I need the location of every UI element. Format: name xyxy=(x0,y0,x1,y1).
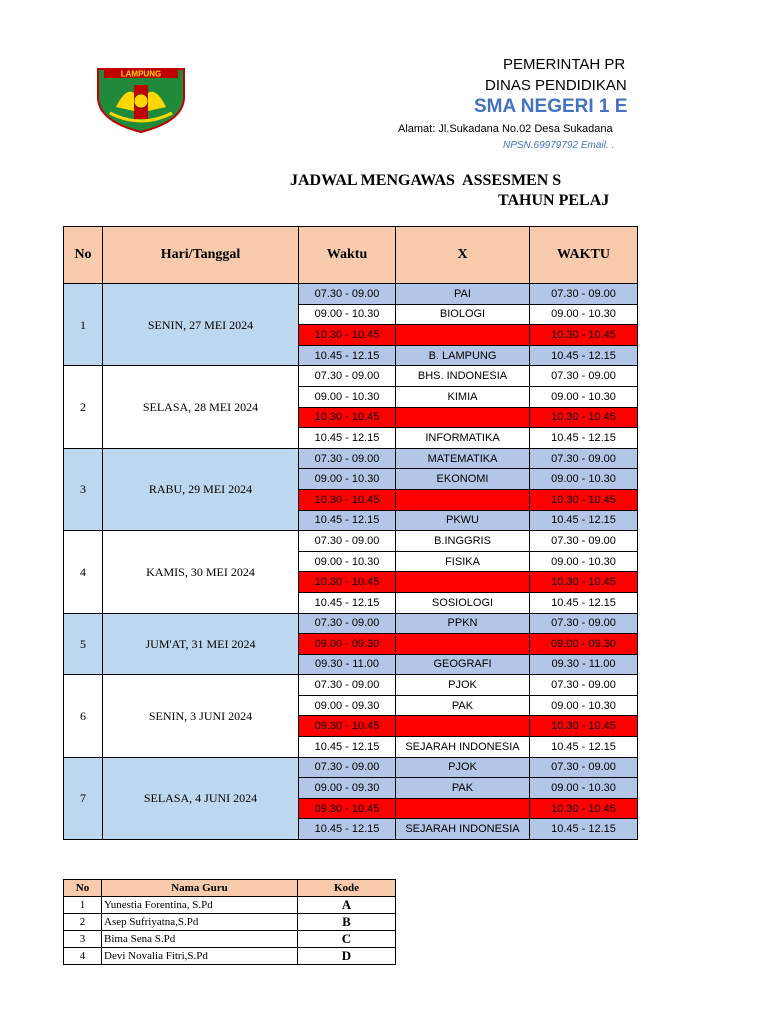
exam-subject: BHS. INDONESIA xyxy=(396,366,530,387)
time-slot-2: 10.30 - 10.45 xyxy=(530,407,638,428)
exam-subject: PJOK xyxy=(396,675,530,696)
exam-subject: EKONOMI xyxy=(396,469,530,490)
time-slot-2: 07.30 - 09.00 xyxy=(530,757,638,778)
exam-subject: PAK xyxy=(396,695,530,716)
day-number: 1 xyxy=(64,284,103,366)
teacher-row xyxy=(64,948,396,965)
teacher-table xyxy=(63,879,396,965)
time-slot-2: 09.30 - 11.00 xyxy=(530,654,638,675)
day-number: 5 xyxy=(64,613,103,675)
exam-subject: PPKN xyxy=(396,613,530,634)
time-slot: 07.30 - 09.00 xyxy=(299,448,396,469)
header-government: PEMERINTAH PR xyxy=(503,56,626,73)
header-address: Alamat: Jl.Sukadana No.02 Desa Sukadana xyxy=(398,123,613,135)
exam-subject: FISIKA xyxy=(396,551,530,572)
time-slot-2: 07.30 - 09.00 xyxy=(530,284,638,305)
cut-cell xyxy=(638,778,639,799)
cut-cell xyxy=(638,675,639,696)
teacher-name: Yunestia Forentina, S.Pd xyxy=(102,897,298,914)
exam-subject: B. LAMPUNG xyxy=(396,345,530,366)
time-slot-2: 07.30 - 09.00 xyxy=(530,366,638,387)
cut-cell xyxy=(638,469,639,490)
exam-subject xyxy=(396,634,530,655)
time-slot: 09.00 - 10.30 xyxy=(299,304,396,325)
schedule-row xyxy=(64,366,639,387)
cut-cell xyxy=(638,345,639,366)
teacher-col-code: Kode xyxy=(298,880,396,897)
cut-cell xyxy=(638,551,639,572)
exam-subject xyxy=(396,798,530,819)
col-header-class-x: X xyxy=(396,227,530,284)
exam-subject: INFORMATIKA xyxy=(396,428,530,449)
cut-cell xyxy=(638,695,639,716)
col-header-time-2: WAKTU xyxy=(530,227,638,284)
time-slot: 07.30 - 09.00 xyxy=(299,613,396,634)
exam-subject xyxy=(396,407,530,428)
exam-subject: GEOGRAFI xyxy=(396,654,530,675)
day-date: SENIN, 3 JUNI 2024 xyxy=(103,675,299,757)
time-slot-2: 09.00 - 10.30 xyxy=(530,304,638,325)
time-slot: 09.00 - 10.30 xyxy=(299,551,396,572)
col-header-time: Waktu xyxy=(299,227,396,284)
time-slot-2: 10.30 - 10.45 xyxy=(530,572,638,593)
time-slot-2: 09.00 - 09.30 xyxy=(530,634,638,655)
teacher-code: D xyxy=(298,948,396,965)
time-slot-2: 10.45 - 12.15 xyxy=(530,345,638,366)
schedule-row xyxy=(64,613,639,634)
teacher-code: B xyxy=(298,914,396,931)
cut-cell xyxy=(638,531,639,552)
time-slot: 09.00 - 10.30 xyxy=(299,386,396,407)
teacher-col-no: No xyxy=(64,880,102,897)
day-date: JUM'AT, 31 MEI 2024 xyxy=(103,613,299,675)
schedule-row xyxy=(64,531,639,552)
day-date: SELASA, 4 JUNI 2024 xyxy=(103,757,299,839)
time-slot-2: 07.30 - 09.00 xyxy=(530,531,638,552)
schedule-row xyxy=(64,675,639,696)
cut-cell xyxy=(638,284,639,305)
time-slot: 10.45 - 12.15 xyxy=(299,592,396,613)
time-slot: 09.30 - 11.00 xyxy=(299,654,396,675)
teacher-code: C xyxy=(298,931,396,948)
time-slot: 07.30 - 09.00 xyxy=(299,531,396,552)
schedule-row xyxy=(64,284,639,305)
day-number: 7 xyxy=(64,757,103,839)
time-slot-2: 07.30 - 09.00 xyxy=(530,613,638,634)
teacher-row xyxy=(64,931,396,948)
time-slot: 10.45 - 12.15 xyxy=(299,510,396,531)
time-slot-2: 09.00 - 10.30 xyxy=(530,778,638,799)
teacher-body xyxy=(64,897,396,965)
teacher-code: A xyxy=(298,897,396,914)
day-date: KAMIS, 30 MEI 2024 xyxy=(103,531,299,613)
day-date: SELASA, 28 MEI 2024 xyxy=(103,366,299,448)
teacher-no: 2 xyxy=(64,914,102,931)
col-header-no: No xyxy=(64,227,103,284)
cut-cell xyxy=(638,448,639,469)
cut-cell xyxy=(638,386,639,407)
document-subtitle: TAHUN PELAJ xyxy=(498,192,610,209)
exam-subject: PAK xyxy=(396,778,530,799)
cut-cell xyxy=(638,428,639,449)
teacher-name: Devi Novalia Fitri,S.Pd xyxy=(102,948,298,965)
cut-cell xyxy=(638,489,639,510)
schedule-row xyxy=(64,757,639,778)
exam-subject xyxy=(396,325,530,346)
exam-subject: PKWU xyxy=(396,510,530,531)
time-slot: 10.45 - 12.15 xyxy=(299,737,396,758)
document-title: JADWAL MENGAWAS ASSESMEN S xyxy=(290,172,562,189)
time-slot-2: 10.30 - 10.45 xyxy=(530,325,638,346)
col-header-day: Hari/Tanggal xyxy=(103,227,299,284)
cut-cell xyxy=(638,613,639,634)
cut-cell xyxy=(638,304,639,325)
exam-subject: PJOK xyxy=(396,757,530,778)
exam-subject: PAI xyxy=(396,284,530,305)
time-slot-2: 09.00 - 10.30 xyxy=(530,551,638,572)
exam-subject xyxy=(396,489,530,510)
time-slot-2: 09.00 - 10.30 xyxy=(530,386,638,407)
time-slot-2: 10.45 - 12.15 xyxy=(530,428,638,449)
teacher-name: Asep Sufriyatna,S.Pd xyxy=(102,914,298,931)
cut-cell xyxy=(638,572,639,593)
schedule-table xyxy=(63,226,638,840)
time-slot-2: 10.30 - 10.45 xyxy=(530,716,638,737)
cut-cell xyxy=(638,325,639,346)
time-slot: 09.30 - 10.45 xyxy=(299,716,396,737)
cut-cell xyxy=(638,798,639,819)
time-slot-2: 07.30 - 09.00 xyxy=(530,448,638,469)
time-slot-2: 10.45 - 12.15 xyxy=(530,819,638,840)
time-slot-2: 07.30 - 09.00 xyxy=(530,675,638,696)
cut-cell xyxy=(638,757,639,778)
cut-cell xyxy=(638,716,639,737)
exam-subject xyxy=(396,572,530,593)
exam-subject: BIOLOGI xyxy=(396,304,530,325)
schedule-header-row xyxy=(64,227,639,284)
time-slot-2: 10.45 - 12.15 xyxy=(530,737,638,758)
time-slot: 10.30 - 10.45 xyxy=(299,325,396,346)
cut-cell xyxy=(638,592,639,613)
time-slot-2: 10.30 - 10.45 xyxy=(530,798,638,819)
day-number: 4 xyxy=(64,531,103,613)
time-slot: 07.30 - 09.00 xyxy=(299,757,396,778)
time-slot: 10.45 - 12.15 xyxy=(299,428,396,449)
cut-cell xyxy=(638,366,639,387)
cut-cell xyxy=(638,510,639,531)
time-slot: 09.00 - 10.30 xyxy=(299,469,396,490)
day-number: 6 xyxy=(64,675,103,757)
time-slot: 09.00 - 09.30 xyxy=(299,695,396,716)
time-slot-2: 09.00 - 10.30 xyxy=(530,695,638,716)
teacher-no: 1 xyxy=(64,897,102,914)
time-slot: 10.45 - 12.15 xyxy=(299,819,396,840)
teacher-no: 4 xyxy=(64,948,102,965)
cut-cell xyxy=(638,634,639,655)
day-number: 2 xyxy=(64,366,103,448)
cut-cell xyxy=(638,737,639,758)
exam-subject xyxy=(396,716,530,737)
time-slot-2: 10.45 - 12.15 xyxy=(530,510,638,531)
teacher-header-row xyxy=(64,880,396,897)
day-date: RABU, 29 MEI 2024 xyxy=(103,448,299,530)
cut-cell xyxy=(638,654,639,675)
day-date: SENIN, 27 MEI 2024 xyxy=(103,284,299,366)
time-slot-2: 09.00 - 10.30 xyxy=(530,469,638,490)
time-slot: 09.00 - 09.30 xyxy=(299,634,396,655)
exam-subject: SOSIOLOGI xyxy=(396,592,530,613)
time-slot: 09.00 - 09.30 xyxy=(299,778,396,799)
schedule-row xyxy=(64,448,639,469)
teacher-row xyxy=(64,897,396,914)
teacher-col-name: Nama Guru xyxy=(102,880,298,897)
header-npsn-email: NPSN.69979792 Email. . xyxy=(503,140,615,151)
schedule-body xyxy=(64,284,639,840)
exam-subject: SEJARAH INDONESIA xyxy=(396,737,530,758)
teacher-name: Bima Sena S.Pd xyxy=(102,931,298,948)
logo-lettering: LAMPUNG xyxy=(120,69,162,79)
time-slot-2: 10.30 - 10.45 xyxy=(530,489,638,510)
teacher-row xyxy=(64,914,396,931)
time-slot-2: 10.45 - 12.15 xyxy=(530,592,638,613)
time-slot: 10.30 - 10.45 xyxy=(299,489,396,510)
exam-subject: SEJARAH INDONESIA xyxy=(396,819,530,840)
time-slot: 09.30 - 10.45 xyxy=(299,798,396,819)
exam-subject: B.INGGRIS xyxy=(396,531,530,552)
exam-subject: MATEMATIKA xyxy=(396,448,530,469)
header-agency: DINAS PENDIDIKAN xyxy=(485,77,627,94)
exam-subject: KIMIA xyxy=(396,386,530,407)
time-slot: 10.30 - 10.45 xyxy=(299,572,396,593)
time-slot: 07.30 - 09.00 xyxy=(299,366,396,387)
time-slot: 07.30 - 09.00 xyxy=(299,284,396,305)
time-slot: 10.30 - 10.45 xyxy=(299,407,396,428)
cut-cell xyxy=(638,407,639,428)
header-school-name: SMA NEGERI 1 E xyxy=(474,96,628,117)
time-slot: 10.45 - 12.15 xyxy=(299,345,396,366)
cut-cell xyxy=(638,819,639,840)
teacher-no: 3 xyxy=(64,931,102,948)
col-header-cut xyxy=(638,227,639,284)
day-number: 3 xyxy=(64,448,103,530)
time-slot: 07.30 - 09.00 xyxy=(299,675,396,696)
